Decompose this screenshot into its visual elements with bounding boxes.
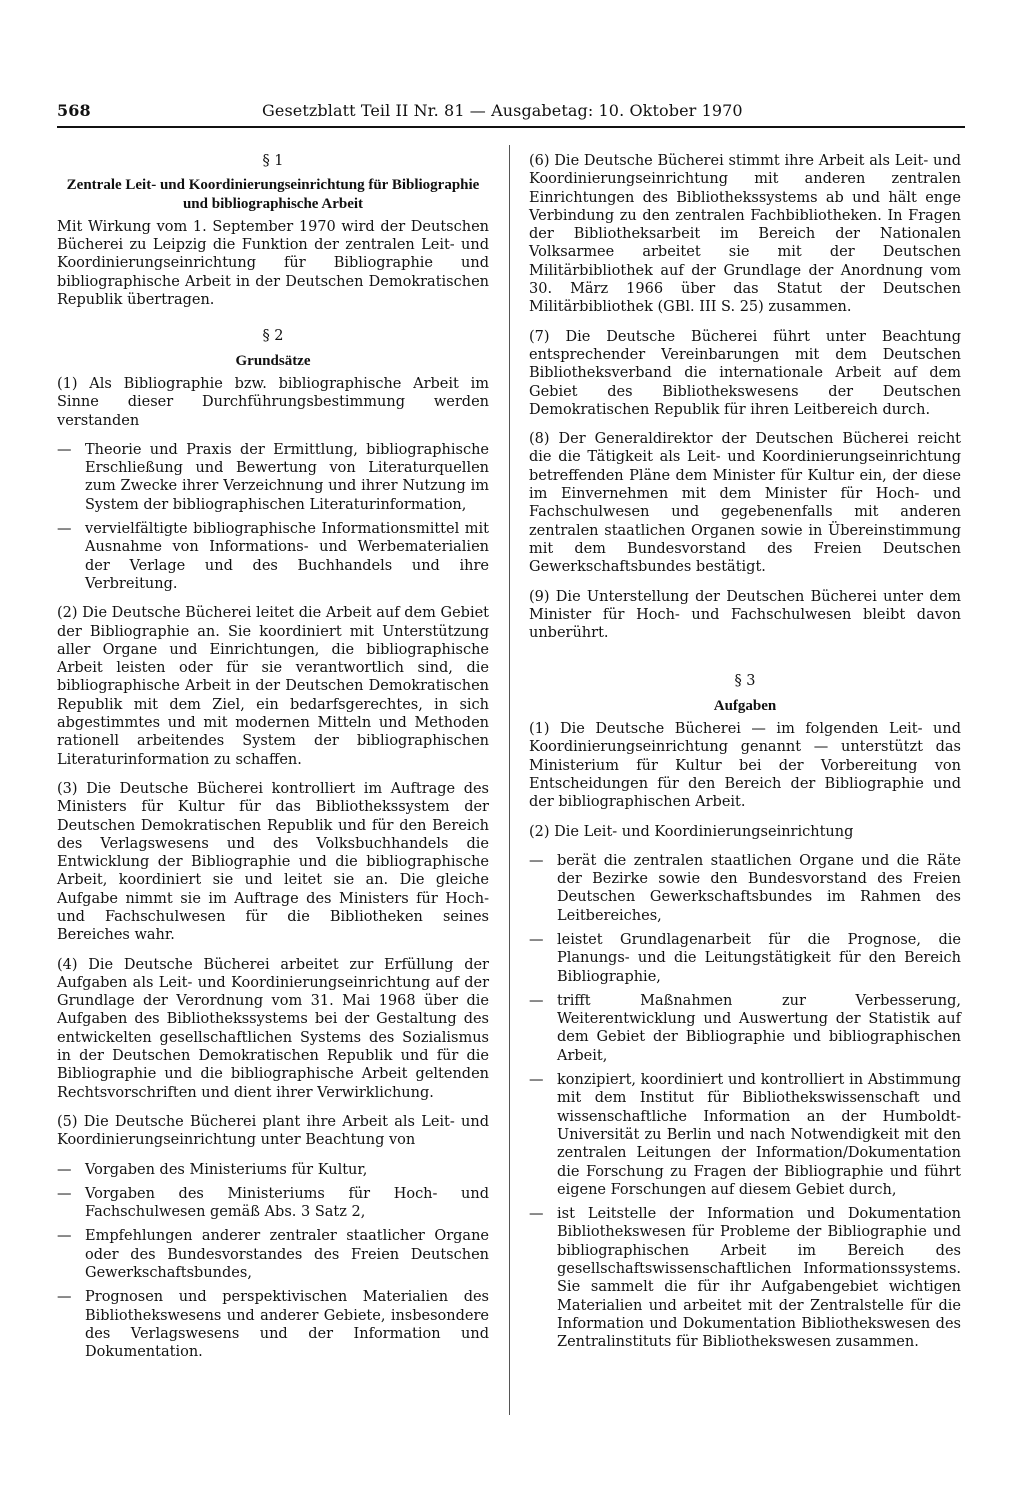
list-item: — konzipiert, koordiniert und kontrolliert in Abstimmung mit dem Institut für Bibliothekswissenschaft und wissenschaftliche Information an der Humboldt-Universität zu Berlin und nach Notwendigkeit mit den zentralen Leitungen der Information/Dokumentation die Forschung zu Fragen der Bibliographie und führt eigene Forschungen auf diesem Gebiet durch, <box>529 1071 961 1199</box>
section-1-number: § 1 <box>262 153 284 169</box>
left-column <box>57 152 489 1373</box>
section-2-list-2 <box>57 1161 489 1362</box>
section-2-paragraph-7: (7) Die Deutsche Bücherei führt unter Beachtung entsprechender Vereinbarungen mit dem Deutschen Bibliotheksverband die internationale Arbeit auf dem Gebiet des Bibliothekswesens der Deutschen Demokratischen Republik für ihren Leitbereich durch. <box>529 328 961 418</box>
list-item: — Prognosen und perspektivischen Materialien des Bibliothekswesens und anderer Gebiete, insbesondere des Verlagswesens und der Information und Dokumentation. <box>57 1288 489 1361</box>
page-number: 568 <box>57 101 91 120</box>
section-3-number: § 3 <box>734 673 756 690</box>
section-3-title: Aufgaben <box>713 697 777 714</box>
section-3-paragraph-1: (1) Die Deutsche Bücherei — im folgenden Leit- und Koordinierungseinrichtung genannt — unterstützt das Ministerium für Kultur bei der Vorbereitung von Entscheidungen für den Bereich der Bibliographie und der bibliographischen Arbeit. <box>529 721 961 811</box>
header-rule <box>57 126 965 128</box>
list-item: — berät die zentralen staatlichen Organe und die Räte der Bezirke sowie den Bundesvorstand des Freien Deutschen Gewerkschaftsbundes im Rahmen des Leitbereiches, <box>529 852 961 925</box>
section-2-number: § 2 <box>262 328 284 345</box>
section-1-title: Zentrale Leit- und Koordinierungseinrichtung für Bibliographie und bibliographische Arbeit <box>66 177 480 212</box>
section-2-paragraph-5: (5) Die Deutsche Bücherei plant ihre Arbeit als Leit- und Koordinierungseinrichtung unter Beachtung von <box>57 1113 489 1149</box>
page-header <box>57 97 965 127</box>
list-item: — Theorie und Praxis der Ermittlung, bibliographische Erschließung und Bewertung von Literaturquellen zum Zwecke ihrer Verzeichnung und ihrer Nutzung im System der bibliographischen Literaturinformation, <box>57 441 489 514</box>
list-item: — vervielfältigte bibliographische Informationsmittel mit Ausnahme von Informations- und Werbematerialien der Verlage und des Buchhandels und ihre Verbreitung. <box>57 520 489 593</box>
section-2-paragraph-9: (9) Die Unterstellung der Deutschen Bücherei unter dem Minister für Hoch- und Fachschulwesen bleibt davon unberührt. <box>529 588 961 642</box>
column-divider <box>509 145 510 1415</box>
section-2-paragraph-1: (1) Als Bibliographie bzw. bibliographische Arbeit im Sinne dieser Durchführungsbestimmung werden verstanden <box>57 375 489 429</box>
section-2-list-1 <box>57 441 489 593</box>
section-3-paragraph-2: (2) Die Leit- und Koordinierungseinrichtung <box>529 823 854 840</box>
section-2-paragraph-3: (3) Die Deutsche Bücherei kontrolliert im Auftrage des Ministers für Kultur für das Bibliothekssystem der Deutschen Demokratischen Republik und für den Bereich des Verlagswesens und des Volksbuchhandels die Entwicklung der Bibliographie und die bibliographische Arbeit, koordiniert sie und leitet sie an. Die gleiche Aufgabe nimmt sie im Auftrage des Ministers für Hoch- und Fachschulwesen für die Bibliotheken seines Bereiches wahr. <box>57 780 489 944</box>
section-2-paragraph-2: (2) Die Deutsche Bücherei leitet die Arbeit auf dem Gebiet der Bibliographie an. Sie koordiniert mit Unterstützung aller Organe und Einrichtungen, die bibliographische Arbeit leisten oder für sie verantwortlich sind, die bibliographische Arbeit in der Deutschen Demokratischen Republik mit dem Ziel, ein bedarfsgerechtes, in sich abgestimmtes und mit modernen Mitteln und Methoden rationell arbeitendes System der bibliographischen Literaturinformation zu schaffen. <box>57 605 489 768</box>
right-column <box>529 152 961 1363</box>
list-item: — trifft Maßnahmen zur Verbesserung, Weiterentwicklung und Auswertung der Statistik auf dem Gebiet der Bibliographie und bibliographischen Arbeit, <box>529 992 961 1065</box>
list-item: — leistet Grundlagenarbeit für die Prognose, die Planungs- und die Leitungstätigkeit für den Bereich Bibliographie, <box>529 931 961 986</box>
section-1-paragraph: Mit Wirkung vom 1. September 1970 wird der Deutschen Bücherei zu Leipzig die Funktion der zentralen Leit- und Koordinierungseinrichtung für Bibliographie und bibliographische Arbeit in der Deutschen Demokratischen Republik übertragen. <box>57 218 489 309</box>
section-3-list <box>529 852 961 1352</box>
section-2-paragraph-8: (8) Der Generaldirektor der Deutschen Bücherei reicht die die Tätigkeit als Leit- und Koordinierungseinrichtung betreffenden Pläne dem Minister für Kultur ein, der diese im Einvernehmen mit dem Minister für Hoch- und Fachschulwesen und gegebenenfalls mit anderen zentralen staatlichen Organen sowie in Übereinstimmung mit dem Bundesvorstand des Freien Deutschen Gewerkschaftsbundes bestätigt. <box>529 431 961 576</box>
section-2-title: Grundsätze <box>235 352 311 369</box>
header-title: Gesetzblatt Teil II Nr. 81 — Ausgabetag: 10. Oktober 1970 <box>262 101 743 120</box>
list-item: — Vorgaben des Ministeriums für Hoch- und Fachschulwesen gemäß Abs. 3 Satz 2, <box>57 1185 489 1222</box>
list-item: — ist Leitstelle der Information und Dokumentation Bibliothekswesen für Probleme der Bibliographie und bibliographischen Arbeit im Bereich des gesellschaftswissenschaftlichen Informationssystems. Sie sammelt die für ihr Aufgabengebiet wichtigen Materialien und arbeitet mit der Zentralstelle für die Information und Dokumentation Bibliothekswesen des Zentralinstituts für Bibliothekswesen zusammen. <box>529 1205 961 1351</box>
list-item: — Empfehlungen anderer zentraler staatlicher Organe oder des Bundesvorstandes des Freien Deutschen Gewerkschaftsbundes, <box>57 1227 489 1282</box>
section-2-paragraph-6: (6) Die Deutsche Bücherei stimmt ihre Arbeit als Leit- und Koordinierungseinrichtung mit anderen zentralen Einrichtungen des Bibliothekssystems ab und hält enge Verbindung zu den zentralen Fachbibliotheken. In Fragen der Bibliotheksarbeit im Bereich der Nationalen Volksarmee arbeitet sie mit der Deutschen Militärbibliothek auf der Grundlage der Anordnung vom 30. März 1966 über das Statut der Deutschen Militärbibliothek (GBl. III S. 25) zusammen. <box>529 153 961 316</box>
list-item: — Vorgaben des Ministeriums für Kultur, <box>57 1161 489 1179</box>
section-2-paragraph-4: (4) Die Deutsche Bücherei arbeitet zur Erfüllung der Aufgaben als Leit- und Koordinierungseinrichtung auf der Grundlage der Verordnung vom 31. Mai 1968 über die Aufgaben des Bibliothekssystems bei der Gestaltung des entwickelten gesellschaftlichen Systems des Sozialismus in der Deutschen Demokratischen Republik und für die Bibliographie und die bibliographische Arbeit geltenden Rechtsvorschriften und dient ihrer Verwirklichung. <box>57 956 489 1101</box>
